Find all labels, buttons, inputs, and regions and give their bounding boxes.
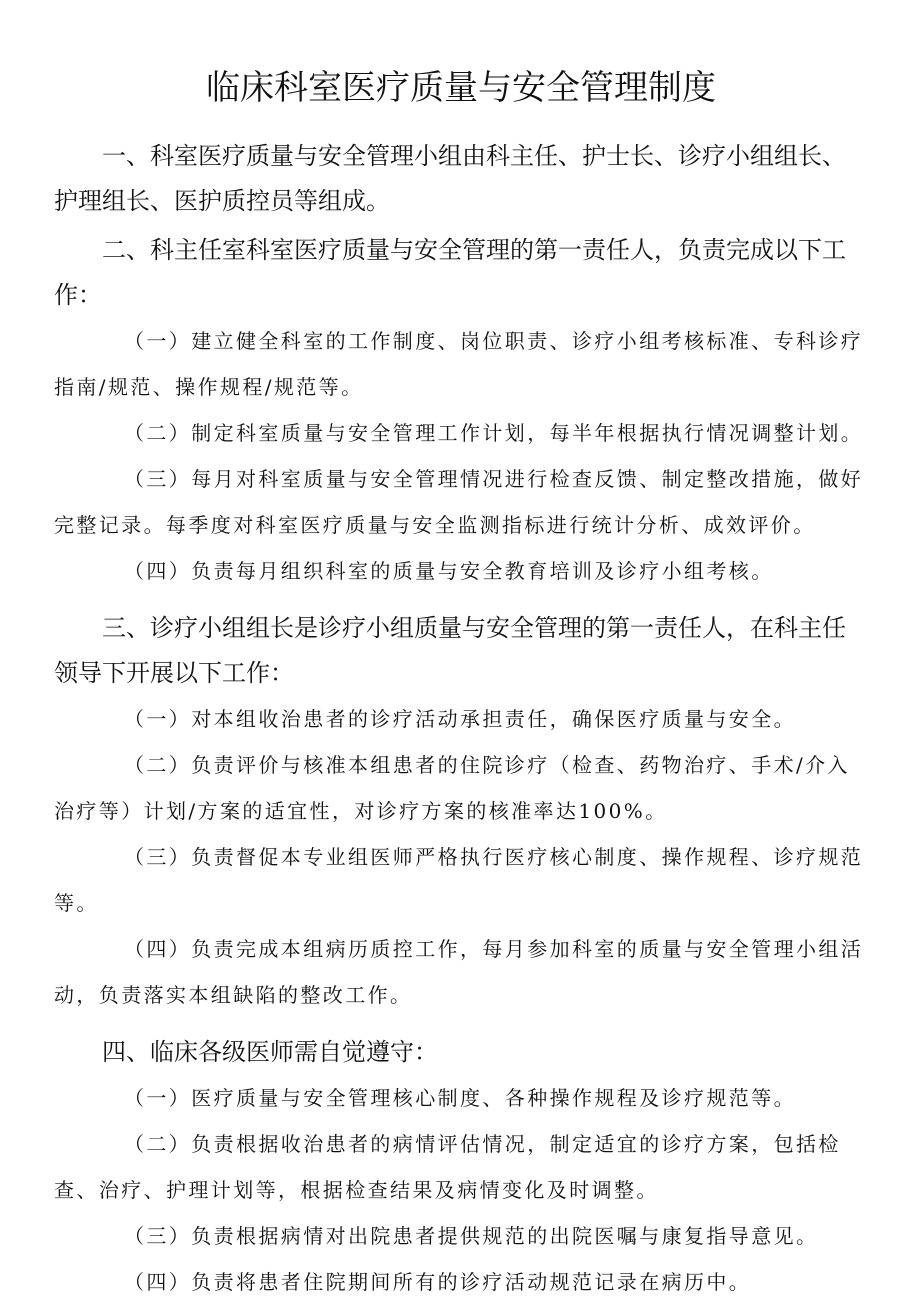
section-2-item-2: （二）制定科室质量与安全管理工作计划，每半年根据执行情况调整计划。 [124,421,864,445]
section-2-heading: 二、科主任室科室医疗质量与安全管理的第一责任人，负责完成以下工作： [54,236,846,309]
section-3-item-3: （三）负责督促本专业组医师严格执行医疗核心制度、操作规程、诊疗规范等。 [54,845,864,915]
section-2-item-4: （四）负责每月组织科室的质量与安全教育培训及诊疗小组考核。 [124,559,774,583]
section-1-paragraph: 一、科室医疗质量与安全管理小组由科主任、护士长、诊疗小组组长、护理组长、医护质控员等组成。 [54,142,846,215]
section-4-heading: 四、临床各级医师需自觉遵守： [102,1038,438,1066]
section-3-heading: 三、诊疗小组组长是诊疗小组质量与安全管理的第一责任人，在科主任领导下开展以下工作： [54,614,846,687]
section-4-item-1: （一）医疗质量与安全管理核心制度、各种操作规程及诊疗规范等。 [124,1086,796,1110]
section-2-item-1: （一）建立健全科室的工作制度、岗位职责、诊疗小组考核标准、专科诊疗指南/规范、操作规程/规范等。 [54,329,864,399]
section-3-item-2: （二）负责评价与核准本组患者的住院诊疗（检查、药物治疗、手术/介入治疗等）计划/方案的适宜性，对诊疗方案的核准率达100%。 [54,753,850,823]
section-4-item-3: （三）负责根据病情对出院患者提供规范的出院医嘱与康复指导意见。 [124,1224,819,1248]
section-4-item-2: （二）负责根据收治患者的病情评估情况，制定适宜的诊疗方案，包括检查、治疗、护理计划等，根据检查结果及病情变化及时调整。 [54,1132,841,1202]
document-title: 临床科室医疗质量与安全管理制度 [206,68,716,108]
section-4-item-4: （四）负责将患者住院期间所有的诊疗活动规范记录在病历中。 [124,1270,752,1294]
section-3-item-4: （四）负责完成本组病历质控工作，每月参加科室的质量与安全管理小组活动，负责落实本组缺陷的整改工作。 [54,937,864,1007]
section-3-item-1: （一）对本组收治患者的诊疗活动承担责任，确保医疗质量与安全。 [124,707,796,731]
section-2-item-3: （三）每月对科室质量与安全管理情况进行检查反馈、制定整改措施，做好完整记录。每季度对科室医疗质量与安全监测指标进行统计分析、成效评价。 [54,467,864,537]
